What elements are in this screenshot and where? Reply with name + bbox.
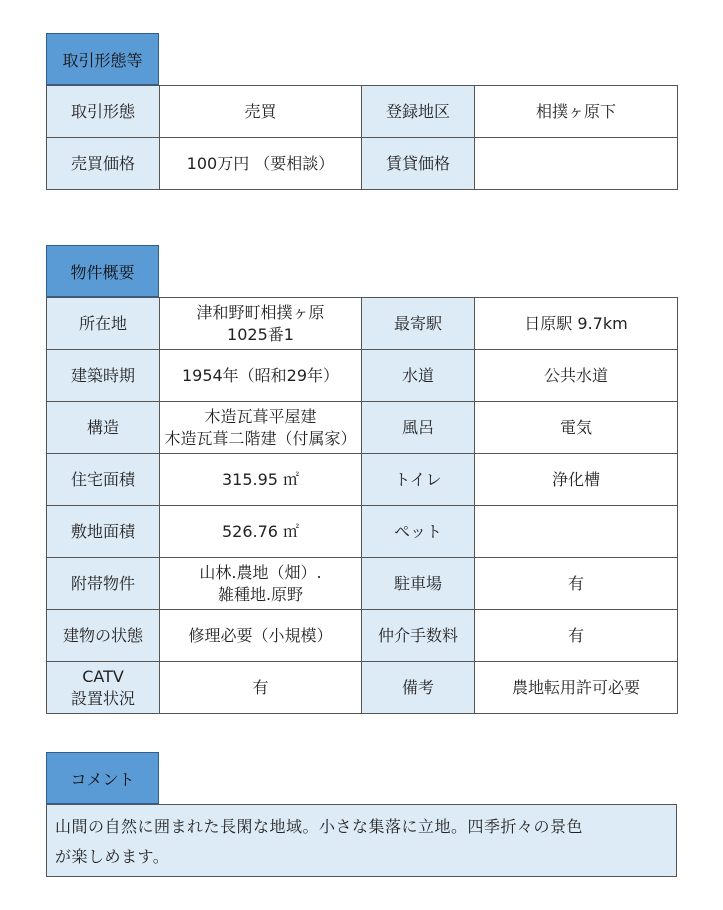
value-parking: 有 bbox=[475, 558, 678, 610]
value-registration-area: 相撲ヶ原下 bbox=[475, 86, 678, 138]
label-bath: 風呂 bbox=[362, 402, 475, 454]
value-nearest-station: 日原駅 9.7km bbox=[475, 298, 678, 350]
table-row bbox=[47, 402, 678, 454]
label-building-condition: 建物の状態 bbox=[47, 610, 160, 662]
label-location: 所在地 bbox=[47, 298, 160, 350]
table-row bbox=[47, 610, 678, 662]
table-row bbox=[47, 506, 678, 558]
label-catv bbox=[47, 662, 160, 714]
table-row bbox=[47, 86, 678, 138]
structure-line-1: 木造瓦葺平屋建 bbox=[204, 406, 317, 426]
value-remarks: 農地転用許可必要 bbox=[475, 662, 678, 714]
attached-line-2: 雑種地.原野 bbox=[217, 584, 304, 604]
value-structure bbox=[160, 402, 362, 454]
value-brokerage-fee: 有 bbox=[475, 610, 678, 662]
label-parking: 駐車場 bbox=[362, 558, 475, 610]
table-row bbox=[47, 454, 678, 506]
table-row bbox=[47, 350, 678, 402]
value-toilet: 浄化槽 bbox=[475, 454, 678, 506]
structure-line-2: 木造瓦葺二階建（付属家） bbox=[164, 428, 357, 448]
comment-line-2: が楽しめます。 bbox=[55, 847, 170, 866]
value-attached-property bbox=[160, 558, 362, 610]
transaction-table bbox=[46, 85, 678, 190]
label-sale-price: 売買価格 bbox=[47, 138, 160, 190]
label-nearest-station: 最寄駅 bbox=[362, 298, 475, 350]
value-house-area: 315.95 ㎡ bbox=[160, 454, 362, 506]
table-row bbox=[47, 138, 678, 190]
value-water: 公共水道 bbox=[475, 350, 678, 402]
section-title-property-overview: 物件概要 bbox=[46, 245, 159, 297]
value-transaction-type: 売買 bbox=[160, 86, 362, 138]
location-line-1: 津和野町相撲ヶ原 bbox=[196, 302, 325, 322]
label-remarks: 備考 bbox=[362, 662, 475, 714]
comment-line-1: 山間の自然に囲まれた長閑な地域。小さな集落に立地。四季折々の景色 bbox=[55, 817, 584, 836]
value-build-date: 1954年（昭和29年） bbox=[160, 350, 362, 402]
label-pet: ペット bbox=[362, 506, 475, 558]
label-toilet: トイレ bbox=[362, 454, 475, 506]
value-bath: 電気 bbox=[475, 402, 678, 454]
label-structure: 構造 bbox=[47, 402, 160, 454]
value-location bbox=[160, 298, 362, 350]
value-land-area: 526.76 ㎡ bbox=[160, 506, 362, 558]
label-brokerage-fee: 仲介手数料 bbox=[362, 610, 475, 662]
catv-line-2: 設置状況 bbox=[70, 688, 135, 708]
label-build-date: 建築時期 bbox=[47, 350, 160, 402]
location-line-2: 1025番1 bbox=[227, 324, 294, 344]
section-title-comment: コメント bbox=[46, 752, 159, 804]
section-title-transaction: 取引形態等 bbox=[46, 33, 159, 85]
table-row bbox=[47, 558, 678, 610]
label-transaction-type: 取引形態 bbox=[47, 86, 160, 138]
value-rent-price bbox=[475, 138, 678, 190]
catv-line-1: CATV bbox=[82, 666, 124, 686]
comment-box bbox=[46, 804, 677, 877]
value-building-condition: 修理必要（小規模） bbox=[160, 610, 362, 662]
label-rent-price: 賃貸価格 bbox=[362, 138, 475, 190]
label-land-area: 敷地面積 bbox=[47, 506, 160, 558]
value-sale-price: 100万円 （要相談） bbox=[160, 138, 362, 190]
property-table bbox=[46, 297, 678, 714]
value-pet bbox=[475, 506, 678, 558]
attached-line-1: 山林.農地（畑）. bbox=[199, 562, 322, 582]
value-catv: 有 bbox=[160, 662, 362, 714]
label-house-area: 住宅面積 bbox=[47, 454, 160, 506]
table-row bbox=[47, 298, 678, 350]
label-attached-property: 附帯物件 bbox=[47, 558, 160, 610]
label-water: 水道 bbox=[362, 350, 475, 402]
label-registration-area: 登録地区 bbox=[362, 86, 475, 138]
table-row bbox=[47, 662, 678, 714]
